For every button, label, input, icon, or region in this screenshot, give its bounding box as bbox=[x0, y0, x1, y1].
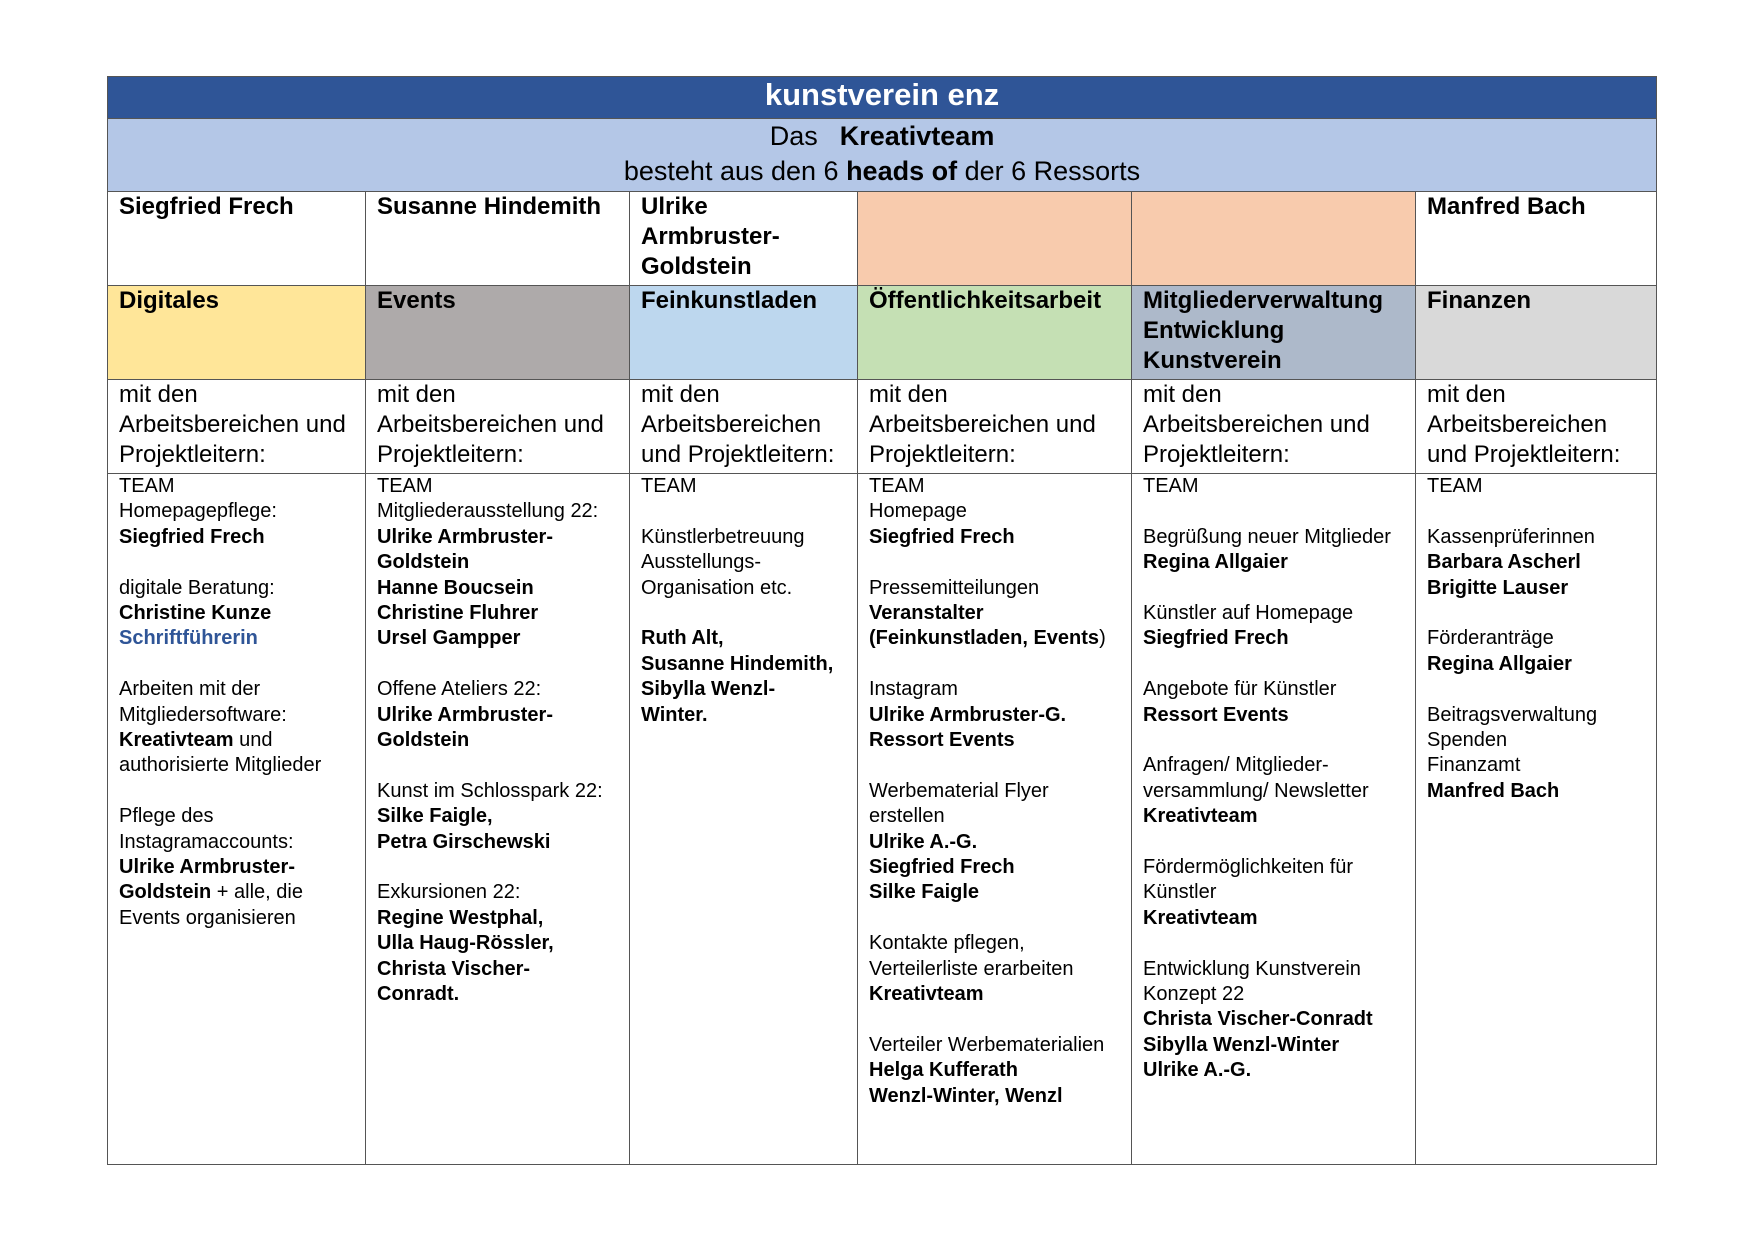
person-name: Ressort Events bbox=[869, 729, 1015, 752]
person-name: Manfred Bach bbox=[1427, 779, 1560, 802]
person-name: Silke Faigle, bbox=[377, 805, 493, 828]
task-text: Exkursionen 22: bbox=[377, 881, 521, 904]
person-name: Barbara Ascherl bbox=[1427, 551, 1581, 574]
person-name: Goldstein bbox=[377, 729, 470, 752]
task-text: Künstlerbetreuung bbox=[641, 525, 805, 548]
task-text: TEAM bbox=[641, 475, 697, 497]
task-text: Pressemitteilungen bbox=[869, 576, 1040, 599]
task-text: versammlung/ Newsletter bbox=[1143, 779, 1369, 802]
person-name: Susanne Hindemith, bbox=[641, 652, 834, 675]
person-name: Ruth Alt, bbox=[641, 627, 724, 650]
team-block bbox=[641, 525, 846, 601]
person-name: Ulrike A.-G. bbox=[869, 830, 978, 853]
task-text: digitale Beratung: bbox=[119, 576, 275, 599]
person-name: Christine Kunze bbox=[119, 602, 272, 625]
team-block bbox=[1143, 601, 1404, 652]
person-name: Regina Allgaier bbox=[1427, 652, 1572, 675]
task-text: Instagramaccounts: bbox=[119, 830, 294, 853]
person-name: Siegfried Frech bbox=[869, 525, 1015, 548]
task-text: Spenden bbox=[1427, 729, 1508, 752]
team-block bbox=[119, 804, 354, 931]
person-name: Christa Vischer- bbox=[377, 957, 531, 980]
task-text: Kreativteam und bbox=[119, 729, 273, 752]
head-oeffentlichkeitsarbeit bbox=[858, 192, 1132, 286]
task-text: Werbematerial Flyer bbox=[869, 779, 1049, 802]
team-block bbox=[377, 880, 618, 1007]
person-name: Veranstalter bbox=[869, 602, 984, 625]
intro-row bbox=[108, 380, 1657, 474]
intro-text: mit den Arbeitsbereichen und Projektleitern: bbox=[1132, 380, 1416, 474]
person-name: Conradt. bbox=[377, 983, 460, 1006]
team-block bbox=[869, 779, 1120, 906]
person-name: Kreativteam bbox=[869, 983, 984, 1006]
subtitle-line-1 bbox=[119, 119, 1645, 154]
org-table bbox=[107, 76, 1657, 1165]
head-events: Susanne Hindemith bbox=[366, 192, 630, 286]
task-text: (Feinkunstladen, Events) bbox=[869, 627, 1106, 650]
ressort-oeffentlichkeitsarbeit: Öffentlichkeitsarbeit bbox=[858, 286, 1132, 380]
person-name: Winter. bbox=[641, 703, 708, 726]
task-text: TEAM bbox=[377, 475, 433, 497]
task-text: Offene Ateliers 22: bbox=[377, 678, 542, 701]
person-name: Sibylla Wenzl- bbox=[641, 678, 776, 701]
task-text: authorisierte Mitglieder bbox=[119, 754, 322, 777]
subtitle-part-a: besteht aus den 6 bbox=[623, 156, 839, 186]
person-name: Hanne Boucsein bbox=[377, 576, 534, 599]
team-block bbox=[869, 677, 1120, 753]
person-name: Ursel Gampper bbox=[377, 627, 521, 650]
team-block bbox=[1143, 677, 1404, 728]
team-block bbox=[869, 1033, 1120, 1109]
task-text: Beitragsverwaltung bbox=[1427, 703, 1598, 726]
team-events bbox=[366, 474, 630, 1165]
ressort-finanzen: Finanzen bbox=[1416, 286, 1657, 380]
team-block bbox=[641, 626, 846, 728]
heads-row bbox=[108, 192, 1657, 286]
task-text: Goldstein + alle, die bbox=[119, 881, 303, 904]
team-block bbox=[1427, 474, 1645, 499]
team-block bbox=[641, 474, 846, 499]
person-name: Ulrike Armbruster- bbox=[119, 856, 295, 879]
team-block bbox=[1143, 525, 1404, 576]
intro-text: mit den Arbeitsbereichen und Projektleitern: bbox=[858, 380, 1132, 474]
intro-text: mit den Arbeitsbereichen und Projektleitern: bbox=[108, 380, 366, 474]
team-block bbox=[119, 474, 354, 550]
intro-text: mit den Arbeitsbereichen und Projektleitern: bbox=[1416, 380, 1657, 474]
subtitle-team: Kreativteam bbox=[839, 121, 995, 151]
task-text: Kassenprüferinnen bbox=[1427, 525, 1595, 548]
team-finanzen bbox=[1416, 474, 1657, 1165]
task-text: Homepage bbox=[869, 500, 967, 523]
person-name: Brigitte Lauser bbox=[1427, 576, 1569, 599]
task-text: Begrüßung neuer Mitglieder bbox=[1143, 525, 1391, 548]
task-text: Arbeiten mit der bbox=[119, 678, 261, 701]
head-digitales: Siegfried Frech bbox=[108, 192, 366, 286]
task-text: Instagram bbox=[869, 678, 958, 701]
team-block bbox=[1143, 957, 1404, 1084]
subtitle-row bbox=[108, 119, 1657, 192]
task-text: Pflege des bbox=[119, 805, 214, 828]
task-text: TEAM bbox=[119, 475, 175, 497]
intro-text: mit den Arbeitsbereichen und Projektleitern: bbox=[630, 380, 858, 474]
task-text: Organisation etc. bbox=[641, 576, 793, 599]
head-mitgliederverwaltung bbox=[1132, 192, 1416, 286]
person-name: Petra Girschewski bbox=[377, 830, 551, 853]
subtitle-line-2 bbox=[119, 154, 1645, 189]
person-name: Ulrike Armbruster-G. bbox=[869, 703, 1067, 726]
task-text: Mitgliederausstellung 22: bbox=[377, 500, 599, 523]
subtitle bbox=[108, 119, 1657, 192]
task-text: Entwicklung Kunstverein bbox=[1143, 957, 1361, 980]
task-text: Kunst im Schlosspark 22: bbox=[377, 779, 603, 802]
person-name: Ulrike Armbruster- bbox=[377, 703, 553, 726]
person-name: Wenzl-Winter, Wenzl bbox=[869, 1084, 1063, 1107]
person-name: Sibylla Wenzl-Winter bbox=[1143, 1033, 1340, 1056]
ressort-row bbox=[108, 286, 1657, 380]
ressort-feinkunstladen: Feinkunstladen bbox=[630, 286, 858, 380]
team-block bbox=[377, 779, 618, 855]
team-digitales bbox=[108, 474, 366, 1165]
org-title: kunstverein enz bbox=[108, 77, 1657, 119]
task-text: TEAM bbox=[1427, 475, 1483, 497]
person-name: Helga Kufferath bbox=[869, 1059, 1018, 1082]
team-block bbox=[119, 677, 354, 779]
person-name: Christine Fluhrer bbox=[377, 602, 539, 625]
team-block bbox=[377, 677, 618, 753]
person-name: Siegfried Frech bbox=[869, 856, 1015, 879]
team-block bbox=[1427, 525, 1645, 601]
team-block bbox=[869, 474, 1120, 550]
task-text: Anfragen/ Mitglieder- bbox=[1143, 754, 1329, 777]
person-name: Goldstein bbox=[377, 551, 470, 574]
subtitle-part-c: der 6 Ressorts bbox=[964, 156, 1141, 186]
task-text: Fördermöglichkeiten für bbox=[1143, 856, 1354, 879]
task-text: Verteilerliste erarbeiten bbox=[869, 957, 1074, 980]
subtitle-part-b: heads of bbox=[846, 156, 958, 186]
task-text: Künstler bbox=[1143, 881, 1217, 904]
ressort-mitgliederverwaltung: Mitgliederverwaltung Entwicklung Kunstverein bbox=[1132, 286, 1416, 380]
task-text: Förderanträge bbox=[1427, 627, 1554, 650]
team-block bbox=[869, 576, 1120, 652]
person-name: Christa Vischer-Conradt bbox=[1143, 1008, 1373, 1031]
team-oeffentlichkeitsarbeit bbox=[858, 474, 1132, 1165]
role-label: Schriftführerin bbox=[119, 627, 258, 650]
team-block bbox=[1143, 474, 1404, 499]
team-block bbox=[119, 576, 354, 652]
head-finanzen: Manfred Bach bbox=[1416, 192, 1657, 286]
task-text: Konzept 22 bbox=[1143, 983, 1245, 1006]
task-text: erstellen bbox=[869, 805, 945, 828]
team-feinkunstladen bbox=[630, 474, 858, 1165]
ressort-events: Events bbox=[366, 286, 630, 380]
person-name: Ulrike Armbruster- bbox=[377, 525, 553, 548]
team-block bbox=[1143, 753, 1404, 829]
person-name: Kreativteam bbox=[1143, 906, 1258, 929]
team-block bbox=[869, 931, 1120, 1007]
subtitle-prefix: Das bbox=[769, 121, 818, 151]
person-name: Silke Faigle bbox=[869, 881, 980, 904]
team-row bbox=[108, 474, 1657, 1165]
task-text: Finanzamt bbox=[1427, 754, 1521, 777]
person-name: Regine Westphal, bbox=[377, 906, 544, 929]
team-block bbox=[1427, 626, 1645, 677]
task-text: Homepagepflege: bbox=[119, 500, 277, 523]
ressort-digitales: Digitales bbox=[108, 286, 366, 380]
task-text: Ausstellungs- bbox=[641, 551, 762, 574]
task-text: Künstler auf Homepage bbox=[1143, 602, 1354, 624]
intro-text: mit den Arbeitsbereichen und Projektleitern: bbox=[366, 380, 630, 474]
head-feinkunstladen: Ulrike Armbruster-Goldstein bbox=[630, 192, 858, 286]
task-text: Kontakte pflegen, bbox=[869, 932, 1025, 955]
person-name: Kreativteam bbox=[1143, 805, 1258, 828]
team-mitgliederverwaltung bbox=[1132, 474, 1416, 1165]
task-text: Angebote für Künstler bbox=[1143, 678, 1337, 701]
person-name: Ulla Haug-Rössler, bbox=[377, 932, 554, 955]
task-text: TEAM bbox=[869, 475, 925, 497]
task-text: Events organisieren bbox=[119, 906, 296, 929]
person-name: Ressort Events bbox=[1143, 703, 1289, 726]
team-block bbox=[1427, 703, 1645, 805]
person-name: Siegfried Frech bbox=[1143, 627, 1289, 650]
title-row bbox=[108, 77, 1657, 119]
task-text: Verteiler Werbematerialien bbox=[869, 1033, 1105, 1056]
team-block bbox=[1143, 855, 1404, 931]
task-text: TEAM bbox=[1143, 475, 1199, 497]
person-name: Ulrike A.-G. bbox=[1143, 1059, 1252, 1082]
person-name: Regina Allgaier bbox=[1143, 551, 1288, 574]
team-block bbox=[377, 474, 618, 652]
task-text: Mitgliedersoftware: bbox=[119, 703, 287, 726]
person-name: Siegfried Frech bbox=[119, 525, 265, 548]
